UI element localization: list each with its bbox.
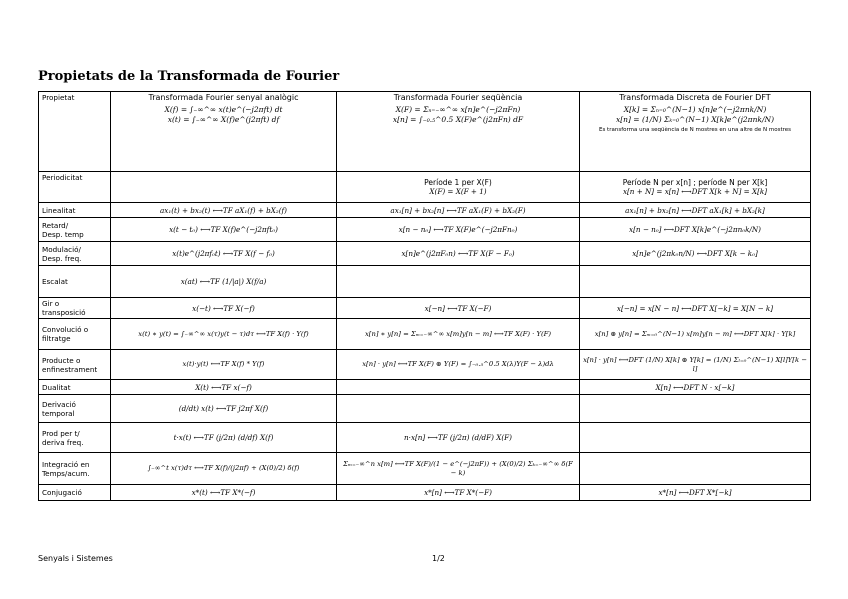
cell-dft	[580, 172, 811, 203]
header-sequence-eq2: x[n] = ∫₋₀.₅^0.5 X(F)e^(j2πFn) dF	[392, 115, 524, 125]
cell-sequence: x[n] · y[n] ⟷TF X(F) ⊛ Y(F) = ∫₋₀.₅^0.5 X(λ)Y(F − λ)dλ	[337, 350, 580, 380]
row-name: Periodicitat	[39, 172, 111, 203]
header-analog-eq2: x(t) = ∫₋∞^∞ X(f)e^(j2πft) df	[167, 115, 280, 125]
cell-analog: x(t)·y(t) ⟷TF X(f) * Y(f)	[111, 350, 337, 380]
footer-course: Senyals i Sistemes	[38, 554, 113, 563]
row-name: Gir o transposició	[39, 298, 111, 319]
cell-analog: x(t − t₀) ⟷TF X(f)e^(−j2πft₀)	[111, 218, 337, 242]
row-name: Convolució o filtratge	[39, 319, 111, 350]
cell-dft: ax₁[n] + bx₂[n] ⟷DFT aX₁[k] + bX₂[k]	[580, 203, 811, 218]
row-name: Conjugació	[39, 485, 111, 501]
cell-dft: x[n − n₀] ⟷DFT X[k]e^(−j2πn₀k/N)	[580, 218, 811, 242]
cell-dft: x[n] · y[n] ⟷DFT (1/N) X[k] ⊛ Y[k] = (1/N) Σₗ₌₀^(N−1) X[l]Y[k − l]	[580, 350, 811, 380]
header-dft-eq2: x[n] = (1/N) Σₖ₌₀^(N−1) X[k]e^(j2πnk/N)	[615, 115, 774, 125]
fourier-properties-table	[38, 91, 811, 501]
cell-sequence	[337, 395, 580, 423]
cell-sequence: x[n − n₀] ⟷TF X(F)e^(−j2πFn₀)	[337, 218, 580, 242]
cell-dft	[580, 423, 811, 453]
cell-sequence: n·x[n] ⟷TF (j/2π) (d/dF) X(F)	[337, 423, 580, 453]
header-dft-label: Transformada Discreta de Fourier DFT	[619, 93, 771, 102]
cell-analog: t·x(t) ⟷TF (j/2π) (d/df) X(f)	[111, 423, 337, 453]
cell-dft	[580, 395, 811, 423]
row-name: Modulació/ Desp. freq.	[39, 242, 111, 266]
row-name: Dualitat	[39, 380, 111, 395]
row-periodicity	[39, 172, 811, 203]
cell-dft	[580, 453, 811, 485]
cell-analog: x(−t) ⟷TF X(−f)	[111, 298, 337, 319]
sequence-period-eq: X(F) = X(F + 1)	[429, 187, 487, 197]
table-header-row	[39, 92, 811, 172]
cell-dft: X[n] ⟷DFT N · x[−k]	[580, 380, 811, 395]
cell-analog: x(at) ⟷TF (1/|a|) X(f/a)	[111, 266, 337, 298]
row-time-shift	[39, 218, 811, 242]
row-integration	[39, 453, 811, 485]
dft-period-note: Període N per x[n] ; període N per X[k]	[622, 177, 768, 187]
cell-analog: ax₁(t) + bx₂(t) ⟷TF aX₁(f) + bX₂(f)	[111, 203, 337, 218]
row-name: Integració en Temps/acum.	[39, 453, 111, 485]
cell-analog: x(t)e^(j2πf₀t) ⟷TF X(f − f₀)	[111, 242, 337, 266]
row-product	[39, 350, 811, 380]
cell-dft: x[−n] = x[N − n] ⟷DFT X[−k] = X[N − k]	[580, 298, 811, 319]
header-analog	[111, 92, 337, 172]
row-derivative	[39, 395, 811, 423]
header-analog-eq1: X(f) = ∫₋∞^∞ x(t)e^(−j2πft) dt	[164, 105, 283, 114]
row-name: Derivació temporal	[39, 395, 111, 423]
row-name: Linealitat	[39, 203, 111, 218]
cell-analog	[111, 172, 337, 203]
header-analog-label: Transformada Fourier senyal analògic	[148, 93, 299, 102]
header-dft-note: Es transforma una seqüència de N mostres en una altre de N mostres	[598, 126, 792, 133]
footer-page-number: 1/2	[432, 554, 445, 563]
cell-sequence: x[−n] ⟷TF X(−F)	[337, 298, 580, 319]
cell-analog: x(t) ∗ y(t) = ∫₋∞^∞ x(τ)y(t − τ)dτ ⟷TF X(f) · Y(f)	[111, 319, 337, 350]
cell-sequence	[337, 266, 580, 298]
row-linearity	[39, 203, 811, 218]
row-convolution	[39, 319, 811, 350]
row-prod-t	[39, 423, 811, 453]
header-dft-eq1: X[k] = Σₙ₌₀^(N−1) x[n]e^(−j2πnk/N)	[623, 105, 767, 114]
sequence-period-note: Període 1 per X(F)	[424, 177, 492, 187]
header-dft	[580, 92, 811, 172]
row-conjugation	[39, 485, 811, 501]
cell-dft: x[n] ⊛ y[n] = Σₘ₌₀^(N−1) x[m]y[n − m] ⟷DFT X[k] · Y[k]	[580, 319, 811, 350]
header-sequence-eq1: X(F) = Σₙ₌₋∞^∞ x[n]e^(−j2πFn)	[395, 105, 521, 114]
cell-analog: X(t) ⟷TF x(−f)	[111, 380, 337, 395]
cell-sequence: x[n] ∗ y[n] = Σₘ₌₋∞^∞ x[m]y[n − m] ⟷TF X(F) · Y(F)	[337, 319, 580, 350]
page-title: Propietats de la Transformada de Fourier	[38, 69, 340, 84]
header-sequence	[337, 92, 580, 172]
cell-dft	[580, 266, 811, 298]
cell-analog: (d/dt) x(t) ⟷TF j2πf X(f)	[111, 395, 337, 423]
row-name: Escalat	[39, 266, 111, 298]
row-scaling	[39, 266, 811, 298]
cell-sequence: ax₁[n] + bx₂[n] ⟷TF aX₁(F) + bX₂(F)	[337, 203, 580, 218]
cell-sequence	[337, 380, 580, 395]
cell-dft: x[n]e^(j2πk₀n/N) ⟷DFT X[k − k₀]	[580, 242, 811, 266]
row-reversal	[39, 298, 811, 319]
row-name: Retard/ Desp. temp	[39, 218, 111, 242]
cell-sequence	[337, 172, 580, 203]
cell-dft: x*[n] ⟷DFT X*[−k]	[580, 485, 811, 501]
header-property: Propietat	[39, 92, 111, 172]
cell-sequence: Σₘ₌₋∞^n x[m] ⟷TF X(F)/(1 − e^(−j2πF)) + (X(0)/2) Σₖ₌₋∞^∞ δ(F − k)	[337, 453, 580, 485]
cell-analog: ∫₋∞^t x(τ)dτ ⟷TF X(f)/(j2πf) + (X(0)/2) δ(f)	[111, 453, 337, 485]
header-sequence-label: Transformada Fourier seqüència	[393, 93, 523, 102]
dft-period-eq: x[n + N] = x[n] ⟷DFT X[k + N] = X[k]	[622, 187, 768, 197]
row-name: Producte o enfinestrament	[39, 350, 111, 380]
cell-sequence: x[n]e^(j2πF₀n) ⟷TF X(F − F₀)	[337, 242, 580, 266]
cell-analog: x*(t) ⟷TF X*(−f)	[111, 485, 337, 501]
row-name: Prod per t/ deriva freq.	[39, 423, 111, 453]
row-modulation	[39, 242, 811, 266]
cell-sequence: x*[n] ⟷TF X*(−F)	[337, 485, 580, 501]
row-duality	[39, 380, 811, 395]
